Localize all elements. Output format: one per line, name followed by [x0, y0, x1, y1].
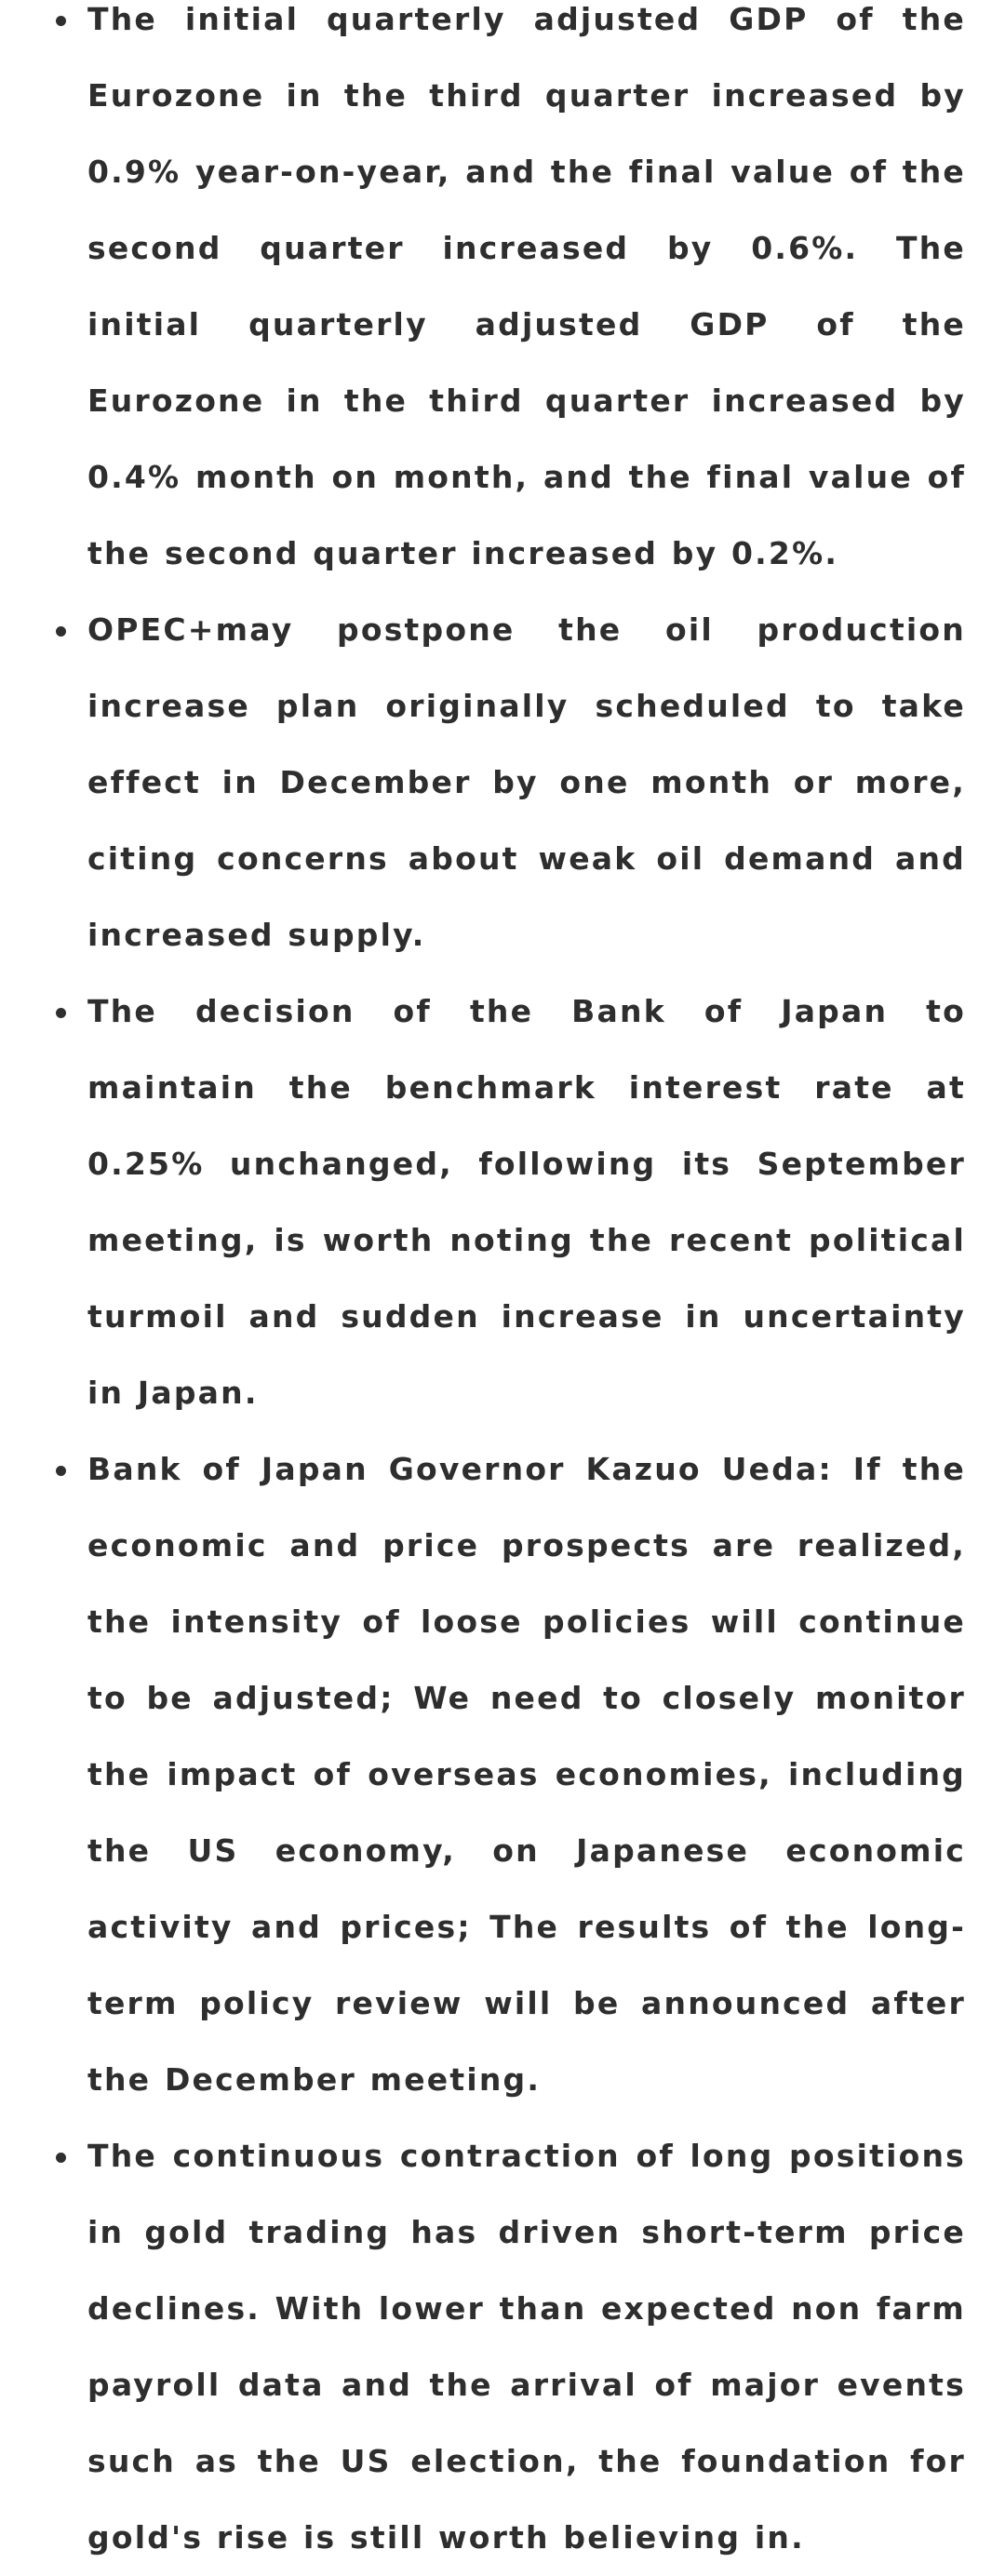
list-item [87, 2118, 966, 2576]
bullet-text: Bank of Japan Governor Kazuo Ueda: If the economic and price prospects are realized, the intensity of loose policies will continue to be adjusted; We need to closely monitor the impact of overseas economies, including the US economy, on Japanese economic activity and prices; The results of the long-term policy review will be announced after the December meeting. [87, 1451, 966, 2098]
bullet-icon [56, 1466, 66, 1476]
list-item [87, 0, 966, 592]
bullet-icon [56, 1008, 66, 1018]
bullet-icon [56, 2153, 66, 2163]
bullet-icon [56, 16, 66, 26]
bullet-text: The continuous contraction of long positions in gold trading has driven short-term price declines. With lower than expected non farm payroll data and the arrival of major events such as the US election, the foundation for gold's rise is still worth believing in. [87, 2138, 966, 2556]
list-item [87, 592, 966, 973]
bullet-text: The initial quarterly adjusted GDP of the Eurozone in the third quarter increased by 0.9% year-on-year, and the final value of the second quarter increased by 0.6%. The initial quarterly adjusted GDP of the Eurozone in the third quarter increased by 0.4% month on month, and the final value of the second quarter increased by 0.2%. [87, 1, 966, 571]
bullet-icon [56, 626, 66, 637]
bullet-text: The decision of the Bank of Japan to maintain the benchmark interest rate at 0.25% unchanged, following its September meeting, is worth noting the recent political turmoil and sudden increase in uncertainty in Japan. [87, 993, 966, 1411]
bullet-text: OPEC+may postpone the oil production increase plan originally scheduled to take effect in December by one month or more, citing concerns about weak oil demand and increased supply. [87, 611, 966, 953]
list-item [87, 1431, 966, 2118]
list-item [87, 973, 966, 1431]
